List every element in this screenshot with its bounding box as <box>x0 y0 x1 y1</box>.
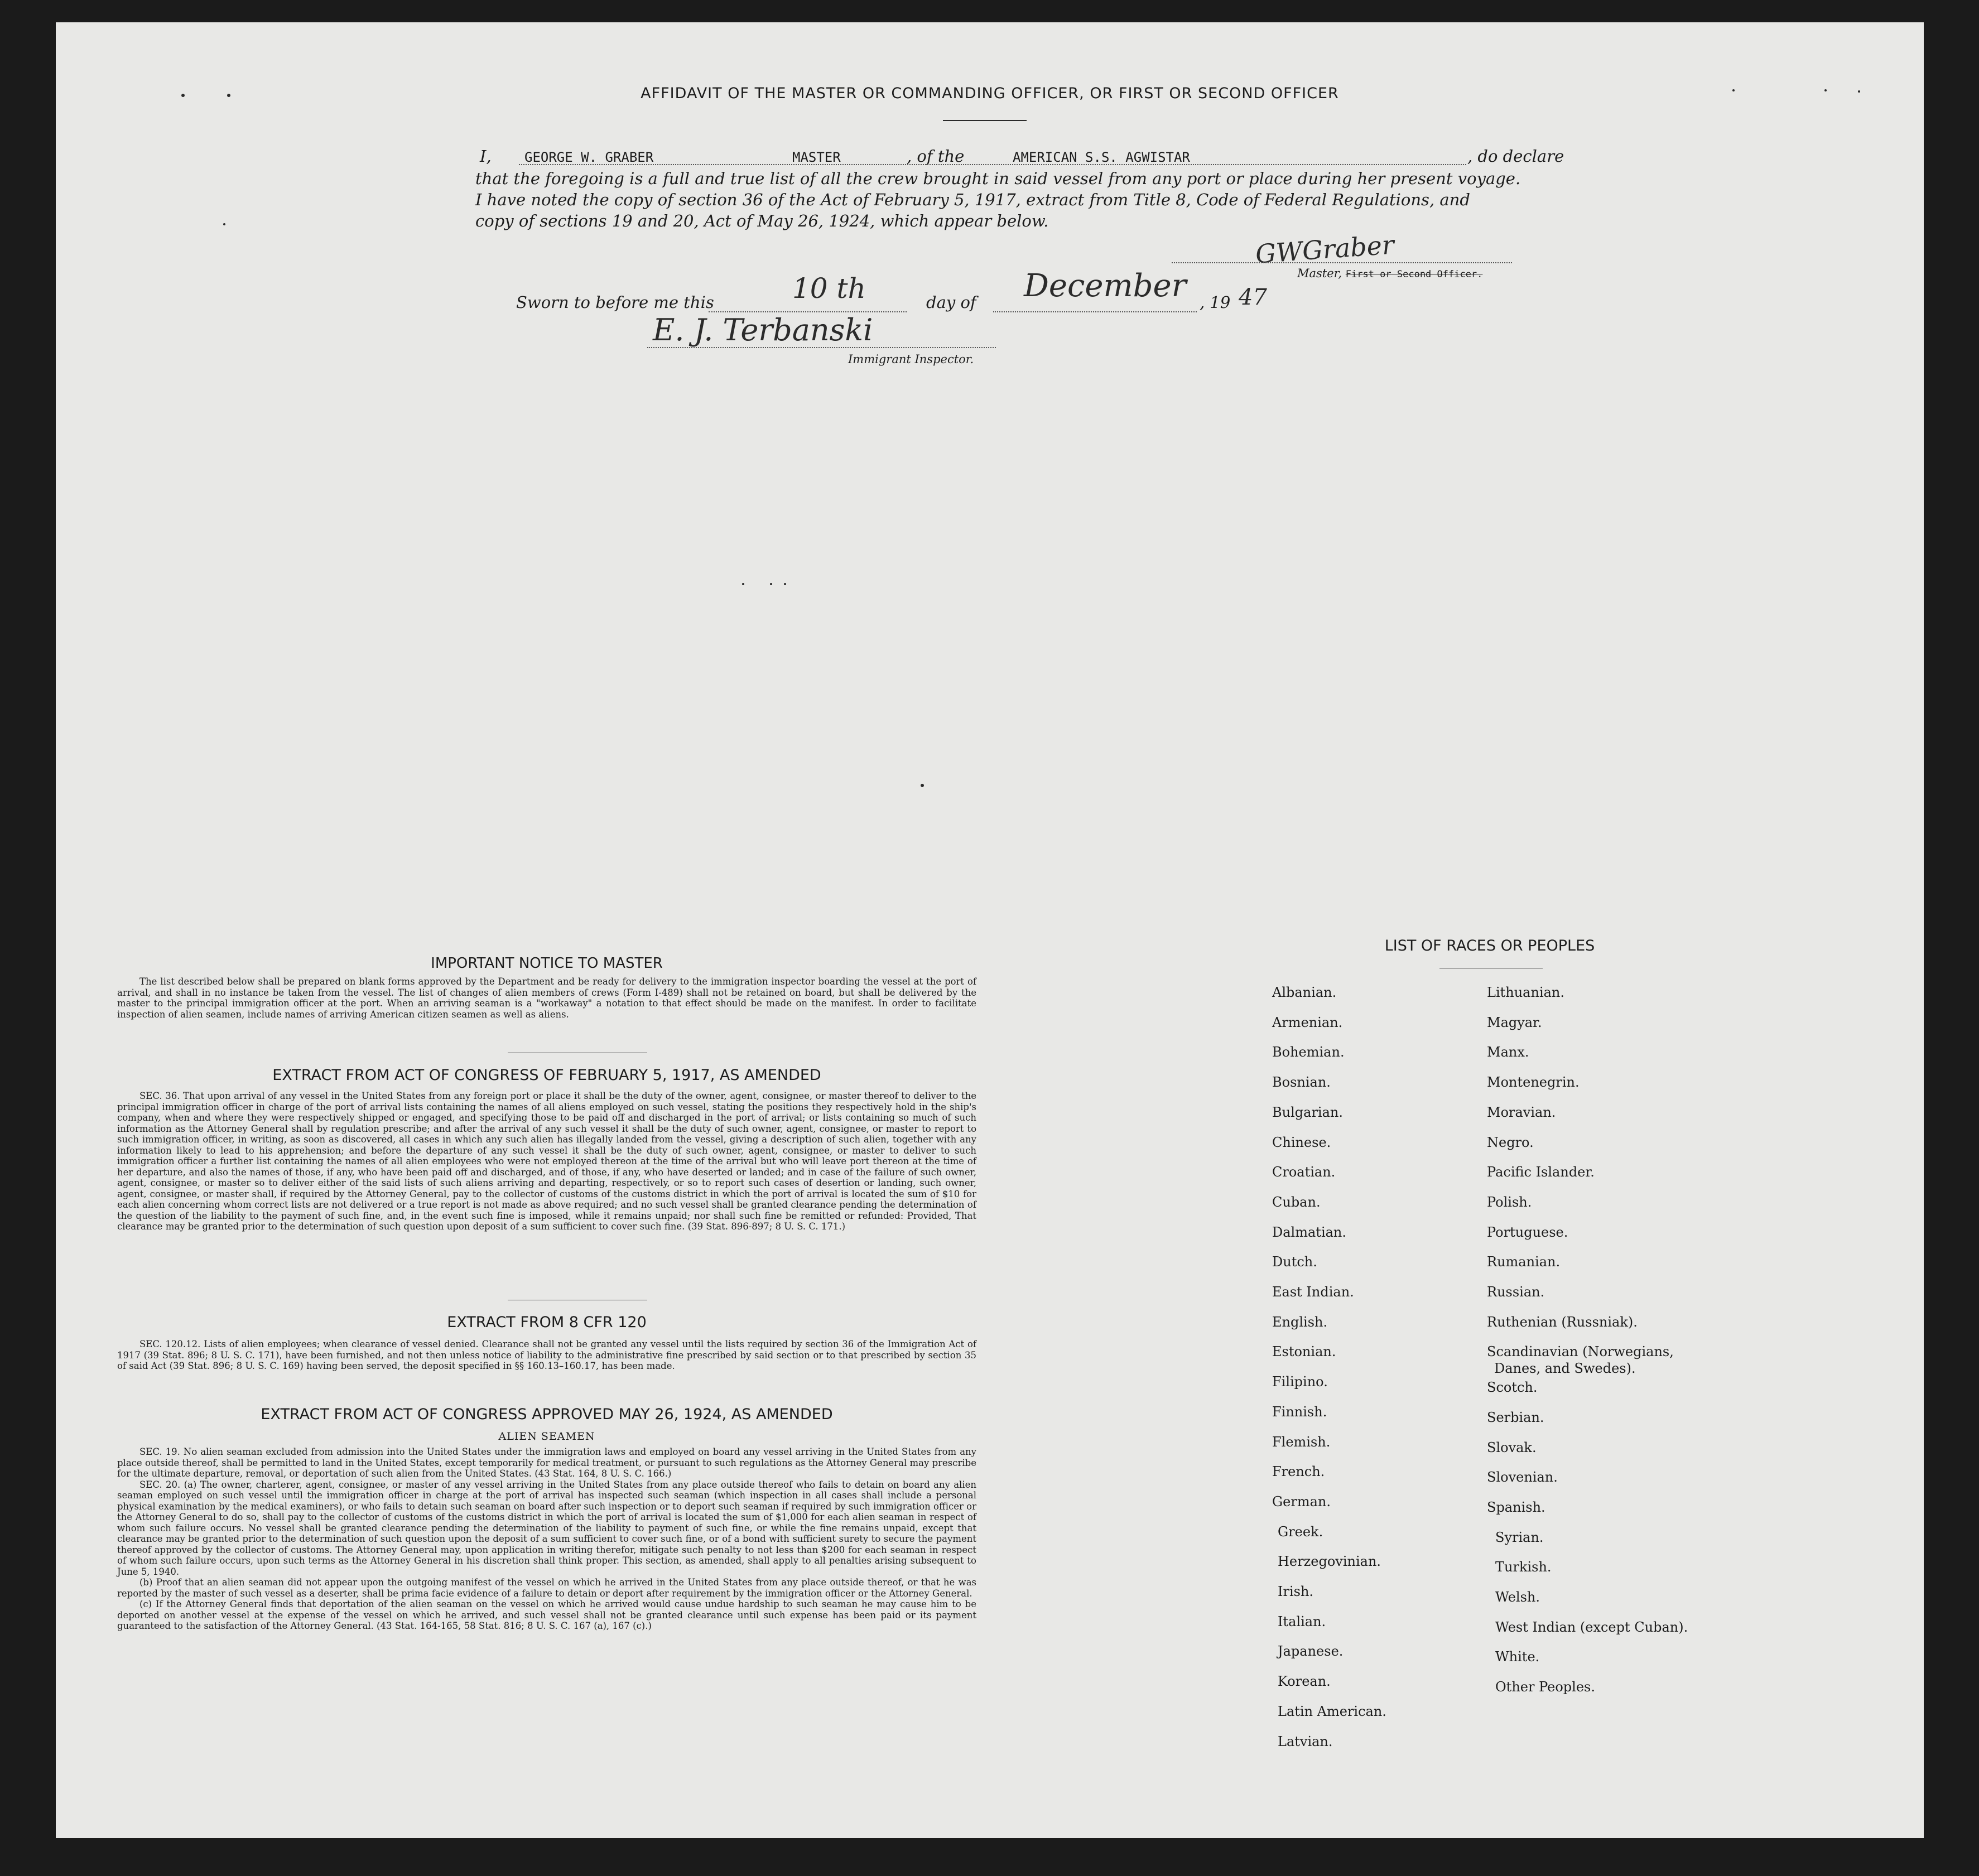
sec36-text: SEC. 36. That upon arrival of any vessel in the United States from any foreign port or place it shall be the duty of the owner, agent, consignee, or master thereof to deliver to the principal immigration officer in charge of the port of arrival lists containing the names of all aliens employed on such vessel, stating the positions they respectively hold in the ship's company, when and where they were respectively shipped or engaged, and specifying those to be paid off and discharged in the port of arrival; or lists containing so much of such information as the Attorney General shall by regulation prescribe; and after the arrival of any such vessel it shall be the duty of such owner, agent, consignee, or master to report to such immigration officer, in writing, as soon as discovered, all cases in which any such alien has illegally landed from the vessel, giving a description of such alien, together with any information likely to lead to his apprehension; and before the departure of any such vessel it shall be the duty of such owner, agent, consignee, or master to deliver to such immigration officer a further list containing the names of all alien employees who were not employed thereon at the time of the arrival but who will leave port thereon at the time of her departure, and also the names of those, if any, who have been paid off and discharged, and of those, if any, who have deserted or landed; and in case of the failure of such owner, agent, consignee, or master so to deliver either of the said lists of such aliens arriving and departing, respectively, or so to report such cases of desertion or landing, such owner, agent, consignee, or master shall, if required by the Attorney General, pay to the collector of customs of the customs district in which the port of arrival is located the sum of $10 for each alien concerning whom correct lists are not delivered or a true report is not made as above required; and no such vessel shall be granted clearance pending the determination of the question of the liability to the payment of such fine, and, in the event such fine is imposed, while it remains unpaid; nor shall such fine be remitted or refunded: Provided, That clearance may be granted prior to the determination of such question upon deposit of a sum sufficient to cover such fine. (39 Stat. 896-897; 8 U. S. C. 171.) <box>117 1091 976 1232</box>
document-page <box>56 22 1924 1838</box>
sec20c-text: (c) If the Attorney General finds that deportation of the alien seaman on the vessel on which he arrived would cause undue hardship to such seaman he may cause him to be deported on another vessel at the expense of the vessel on which he arrived, and such vessel shall not be granted clearance until such expense has been paid or its payment guaranteed to the satisfaction of the Attorney General. (43 Stat. 164-165, 58 Stat. 816; 8 U. S. C. 167 (a), 167 (c).) <box>117 1599 976 1631</box>
race-item: Lithuanian. <box>1487 985 1565 1000</box>
master-caption <box>1297 267 1482 280</box>
speck <box>181 94 185 97</box>
declarant-rank: MASTER <box>792 149 841 165</box>
extract-1917-title: EXTRACT FROM ACT OF CONGRESS OF FEBRUARY 5, 1917, AS AMENDED <box>272 1067 821 1084</box>
race-item: Estonian. <box>1272 1344 1336 1360</box>
speck <box>1824 89 1827 91</box>
speck <box>227 94 230 97</box>
race-item: Bosnian. <box>1272 1074 1331 1091</box>
notice-text: The list described below shall be prepared on blank forms approved by the Department and be ready for delivery to the immigration inspector boarding the vessel at the port of arrival, and shall in no instance be taken from the vessel. The list of changes of alien members of crews (Form I-489) shall not be retained on board, but shall be delivered by the master to the principal immigration officer at the port. When an arriving seaman is a "workaway" a notation to that effect should be made on the manifest. In order to facilitate inspection of alien seamen, include names of arriving American citizen seamen as well as aliens. <box>117 976 976 1020</box>
race-item: Pacific Islander. <box>1487 1164 1595 1180</box>
race-item: Irish. <box>1278 1584 1314 1599</box>
declarant-name: GEORGE W. GRABER <box>524 149 654 165</box>
race-item: Dutch. <box>1272 1254 1317 1270</box>
declarant-of: , of the <box>907 147 965 166</box>
month-fill-line <box>993 311 1197 312</box>
race-item: Serbian. <box>1487 1409 1544 1425</box>
speck <box>223 223 225 225</box>
master-signature: GWGraber <box>1254 229 1395 269</box>
race-item: Manx. <box>1487 1044 1529 1060</box>
race-item: Rumanian. <box>1487 1254 1561 1270</box>
race-item: Albanian. <box>1272 985 1337 1000</box>
race-item: Greek. <box>1278 1523 1323 1540</box>
inspector-signature: E. J. Terbanski <box>653 312 873 348</box>
sworn-prefix: Sworn to before me this <box>516 293 714 312</box>
sec20b-text: (b) Proof that an alien seaman did not appear upon the outgoing manifest of the vessel on which he arrived in the United States from any place outside thereof, or that he was reported by the master of such vessel as a deserter, shall be prima facie evidence of a failure to detain or deport after requirement by the immigration officer or the Attorney General. <box>117 1577 976 1599</box>
extract-cfr-title: EXTRACT FROM 8 CFR 120 <box>447 1314 647 1331</box>
title-divider <box>943 120 1027 121</box>
race-item: Moravian. <box>1487 1104 1556 1120</box>
sec20a-text: SEC. 20. (a) The owner, charterer, agent, consignee, or master of any vessel arriving in the United States from any place outside thereof who fails to detain on board any alien seaman employed on such vessel until the immigration officer in charge at the port of arrival has inspected such seaman (which inspection in all cases shall include a personal physical examination by the medical examiners), or who fails to detain such seaman on board after such inspection or to deport such seaman if required by such immigration officer or the Attorney General to do so, shall pay to the collector of customs of the customs district in which the port of arrival is located the sum of $1,000 for each alien seaman in respect of whom such failure occurs. No vessel shall be granted clearance pending the determination of the liability to payment of such fine, or while the fine remains unpaid, except that clearance may be granted prior to the determination of such question upon the deposit of a sum sufficient to cover such fine, or of a bond with sufficient surety to secure the payment thereof approved by the collector of customs. The Attorney General may, upon application in writing therefor, mitigate such penalty to not less than $200 for each seaman in respect of whom such failure occurs, upon such terms as the Attorney General in his discretion shall think proper. This section, as amended, shall apply to all penalties arising subsequent to June 5, 1940. <box>117 1479 976 1577</box>
race-item: Welsh. <box>1495 1589 1540 1605</box>
notice-title: IMPORTANT NOTICE TO MASTER <box>431 955 663 972</box>
race-item: Syrian. <box>1495 1529 1544 1545</box>
race-item: Polish. <box>1487 1194 1532 1210</box>
speck <box>784 583 786 585</box>
sec19-text: SEC. 19. No alien seaman excluded from admission into the United States under the immigration laws and employed on board any vessel arriving in the United States from any place outside thereof, shall be permitted to land in the United States, except temporarily for medical treatment, or pursuant to such regulations as the Attorney General may prescribe for the ultimate departure, removal, or deportation of such alien from the United States. (43 Stat. 164, 8 U. S. C. 166.) <box>117 1446 976 1479</box>
race-item: Flemish. <box>1272 1434 1331 1450</box>
affidavit-line-1 <box>480 145 1573 168</box>
race-item: Bulgarian. <box>1272 1104 1343 1120</box>
vessel-name: AMERICAN S.S. AGWISTAR <box>1013 149 1190 165</box>
affidavit-line-3: I have noted the copy of section 36 of the Act of February 5, 1917, extract from Title 8, Code of Federal Regulations, and <box>475 190 1470 209</box>
extract-1917-body <box>117 1091 976 1232</box>
year-prefix: , 19 <box>1200 293 1231 312</box>
race-item: Spanish. <box>1487 1499 1545 1515</box>
race-item: White. <box>1495 1649 1540 1665</box>
speck <box>921 784 924 787</box>
race-item: Montenegrin. <box>1487 1074 1580 1091</box>
speck <box>1732 89 1735 91</box>
extract-cfr-body <box>117 1339 976 1372</box>
affidavit-title: AFFIDAVIT OF THE MASTER OR COMMANDING OFFICER, OR FIRST OR SECOND OFFICER <box>641 85 1339 102</box>
race-item: Turkish. <box>1495 1559 1552 1575</box>
race-item: Russian. <box>1487 1284 1545 1300</box>
race-item: Ruthenian (Russniak). <box>1487 1314 1638 1330</box>
race-item: Other Peoples. <box>1495 1679 1595 1695</box>
race-item: West Indian (except Cuban). <box>1495 1619 1688 1635</box>
race-item: Portuguese. <box>1487 1224 1568 1240</box>
speck <box>770 583 772 585</box>
race-item: Korean. <box>1278 1674 1331 1690</box>
race-item: Latin American. <box>1278 1703 1386 1719</box>
speck <box>1858 90 1860 93</box>
race-item: Armenian. <box>1272 1014 1343 1030</box>
race-item: Slovak. <box>1487 1439 1537 1455</box>
race-item: German. <box>1272 1493 1331 1510</box>
race-item: English. <box>1272 1314 1328 1330</box>
declare-suffix: , do declare <box>1467 147 1564 166</box>
race-item: Chinese. <box>1272 1134 1331 1150</box>
fill-line <box>519 164 1466 165</box>
race-item: French. <box>1272 1464 1325 1480</box>
race-item: Danes, and Swedes). <box>1494 1361 1636 1377</box>
race-item: Cuban. <box>1272 1194 1321 1210</box>
race-item: Dalmatian. <box>1272 1224 1347 1240</box>
race-item: East Indian. <box>1272 1284 1354 1300</box>
extract-1924-title: EXTRACT FROM ACT OF CONGRESS APPROVED MAY 26, 1924, AS AMENDED <box>261 1406 833 1423</box>
race-item: Slovenian. <box>1487 1469 1558 1486</box>
master-caption-label: Master, <box>1297 267 1342 280</box>
race-item: Latvian. <box>1278 1733 1333 1749</box>
alien-seamen-subtitle: ALIEN SEAMEN <box>498 1430 595 1443</box>
race-item: Herzegovinian. <box>1278 1554 1381 1570</box>
affidavit-line-2: that the foregoing is a full and true list of all the crew brought in said vessel from any port or place during her present voyage. <box>475 169 1521 188</box>
race-item: Negro. <box>1487 1134 1534 1150</box>
extract-1924-body <box>117 1446 976 1632</box>
race-item: Italian. <box>1278 1613 1326 1629</box>
speck <box>742 583 744 585</box>
struck-officer-label: First or Second Officer. <box>1345 269 1483 280</box>
inspector-caption: Immigrant Inspector. <box>848 353 974 366</box>
sec120-text: SEC. 120.12. Lists of alien employees; when clearance of vessel denied. Clearance shall not be granted any vessel until the lists required by section 36 of the Immigration Act of 1917 (39 Stat. 896; 8 U. S. C. 171), have been furnished, and not then unless notice of liability to the administrative fine prescribed by said section or to that prescribed by section 35 of said Act (39 Stat. 896; 8 U. S. C. 169) having been served, the deposit specified in §§ 160.13–160.17, has been made. <box>117 1339 976 1371</box>
affidavit-line-4: copy of sections 19 and 20, Act of May 26, 1924, which appear below. <box>475 211 1049 230</box>
day-of-label: day of <box>926 293 976 312</box>
race-item: Japanese. <box>1278 1643 1344 1660</box>
notice-body <box>117 976 976 1020</box>
race-item: Bohemian. <box>1272 1044 1345 1060</box>
race-item: Finnish. <box>1272 1404 1327 1420</box>
inspector-line <box>647 347 996 348</box>
races-title: LIST OF RACES OR PEOPLES <box>1384 937 1595 954</box>
signature-line <box>1172 262 1512 263</box>
race-item: Scandinavian (Norwegians, <box>1487 1344 1674 1360</box>
year-handwritten: 47 <box>1239 284 1267 310</box>
race-item: Magyar. <box>1487 1014 1542 1030</box>
declarant-prefix: I, <box>480 147 492 166</box>
race-item: Croatian. <box>1272 1164 1336 1180</box>
month-handwritten: December <box>1024 268 1187 304</box>
day-handwritten: 10 th <box>792 272 866 305</box>
race-item: Filipino. <box>1272 1374 1328 1390</box>
race-item: Scotch. <box>1487 1380 1538 1396</box>
